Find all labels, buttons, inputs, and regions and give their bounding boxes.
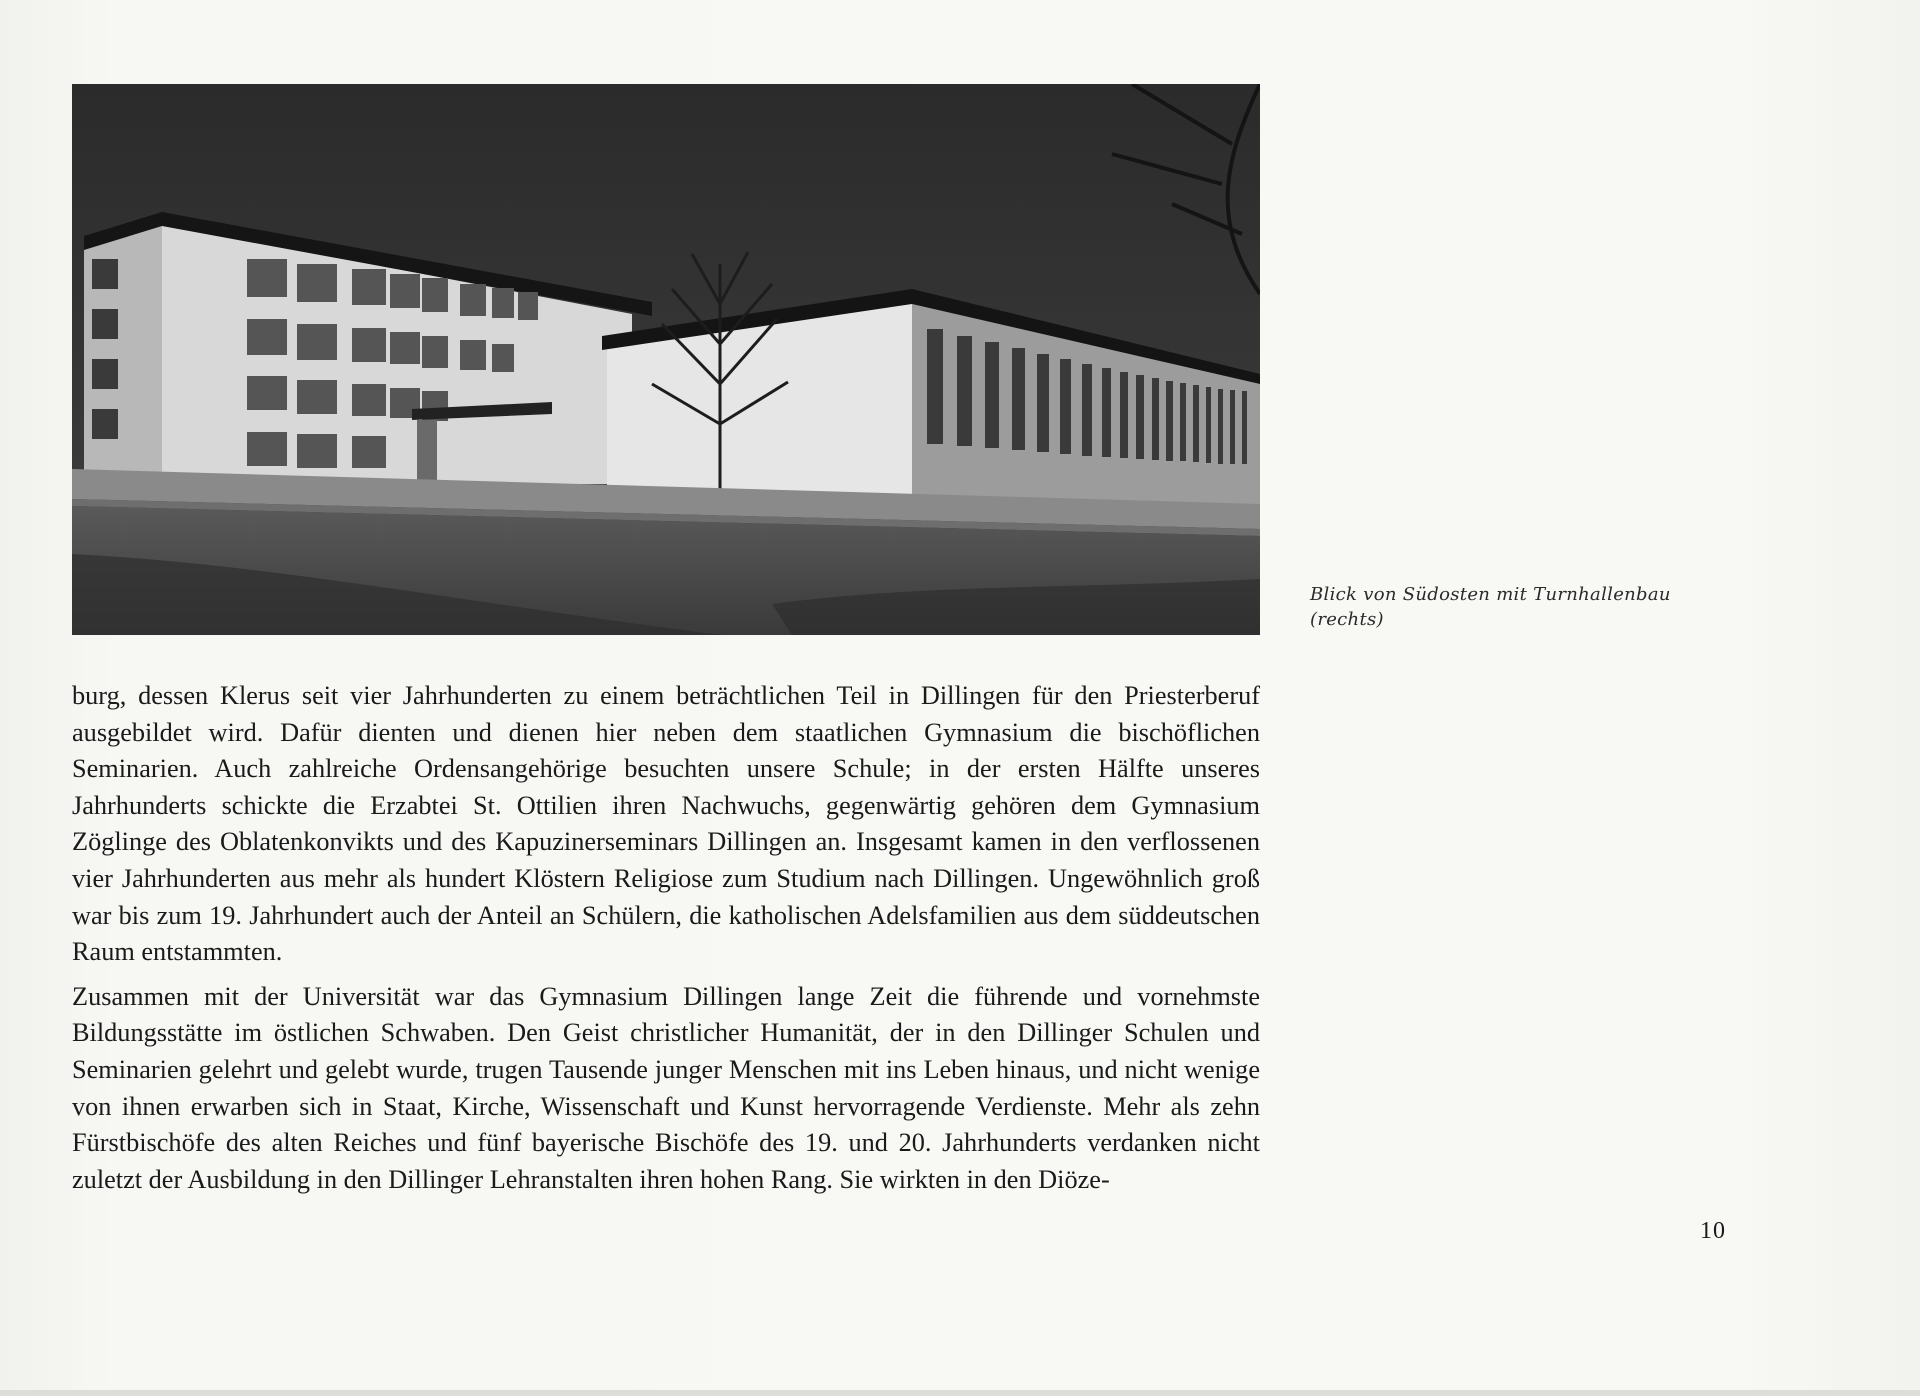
body-text bbox=[72, 678, 1260, 1198]
paragraph-1: burg, dessen Klerus seit vier Jahrhunderten zu einem beträchtlichen Teil in Dillingen für den Priesterberuf ausgebildet wird. Dafür dienten und dienen hier neben dem staatlichen Gymnasium die bischöflichen Seminarien. Auch zahlreiche Ordensangehörige besuchten unsere Schule; in der ersten Hälfte unseres Jahrhunderts schickte die Erzabtei St. Ottilien ihren Nachwuchs, gegenwärtig gehören dem Gymnasium Zöglinge des Oblatenkonvikts und des Kapuzinerseminars Dillingen an. Insgesamt kamen in den verflossenen vier Jahrhunderten aus mehr als hundert Klöstern Religiose zum Studium nach Dillingen. Ungewöhnlich groß war bis zum 19. Jahrhundert auch der Anteil an Schülern, die katholischen Adelsfamilien aus dem süddeutschen Raum entstammten. bbox=[72, 681, 1260, 967]
caption-line-2: (rechts) bbox=[1310, 609, 1384, 630]
page-number: 10 bbox=[1700, 1218, 1726, 1244]
caption-line-1: Blick von Südosten mit Turnhallenbau bbox=[1310, 584, 1671, 605]
building-photo-illustration bbox=[72, 84, 1260, 635]
paragraph-2: Zusammen mit der Universität war das Gymnasium Dillingen lange Zeit die führende und vornehmste Bildungsstätte im östlichen Schwaben. Den Geist christlicher Humanität, der in den Dillinger Schulen und Seminarien gelehrt und gelebt wurde, trugen Tausende junger Menschen mit ins Leben hinaus, und nicht wenige von ihnen erwarben sich in Staat, Kirche, Wissenschaft und Kunst hervorragende Verdienste. Mehr als zehn Fürstbischöfe des alten Reiches und fünf bayerische Bischöfe des 19. und 20. Jahrhunderts verdanken nicht zuletzt der Ausbildung in den Dillinger Lehranstalten ihren hohen Rang. Sie wirkten in den Diöze- bbox=[72, 981, 1260, 1194]
photo-caption bbox=[1310, 582, 1730, 632]
building-photograph bbox=[72, 84, 1260, 635]
page-edge bbox=[0, 1390, 1920, 1396]
